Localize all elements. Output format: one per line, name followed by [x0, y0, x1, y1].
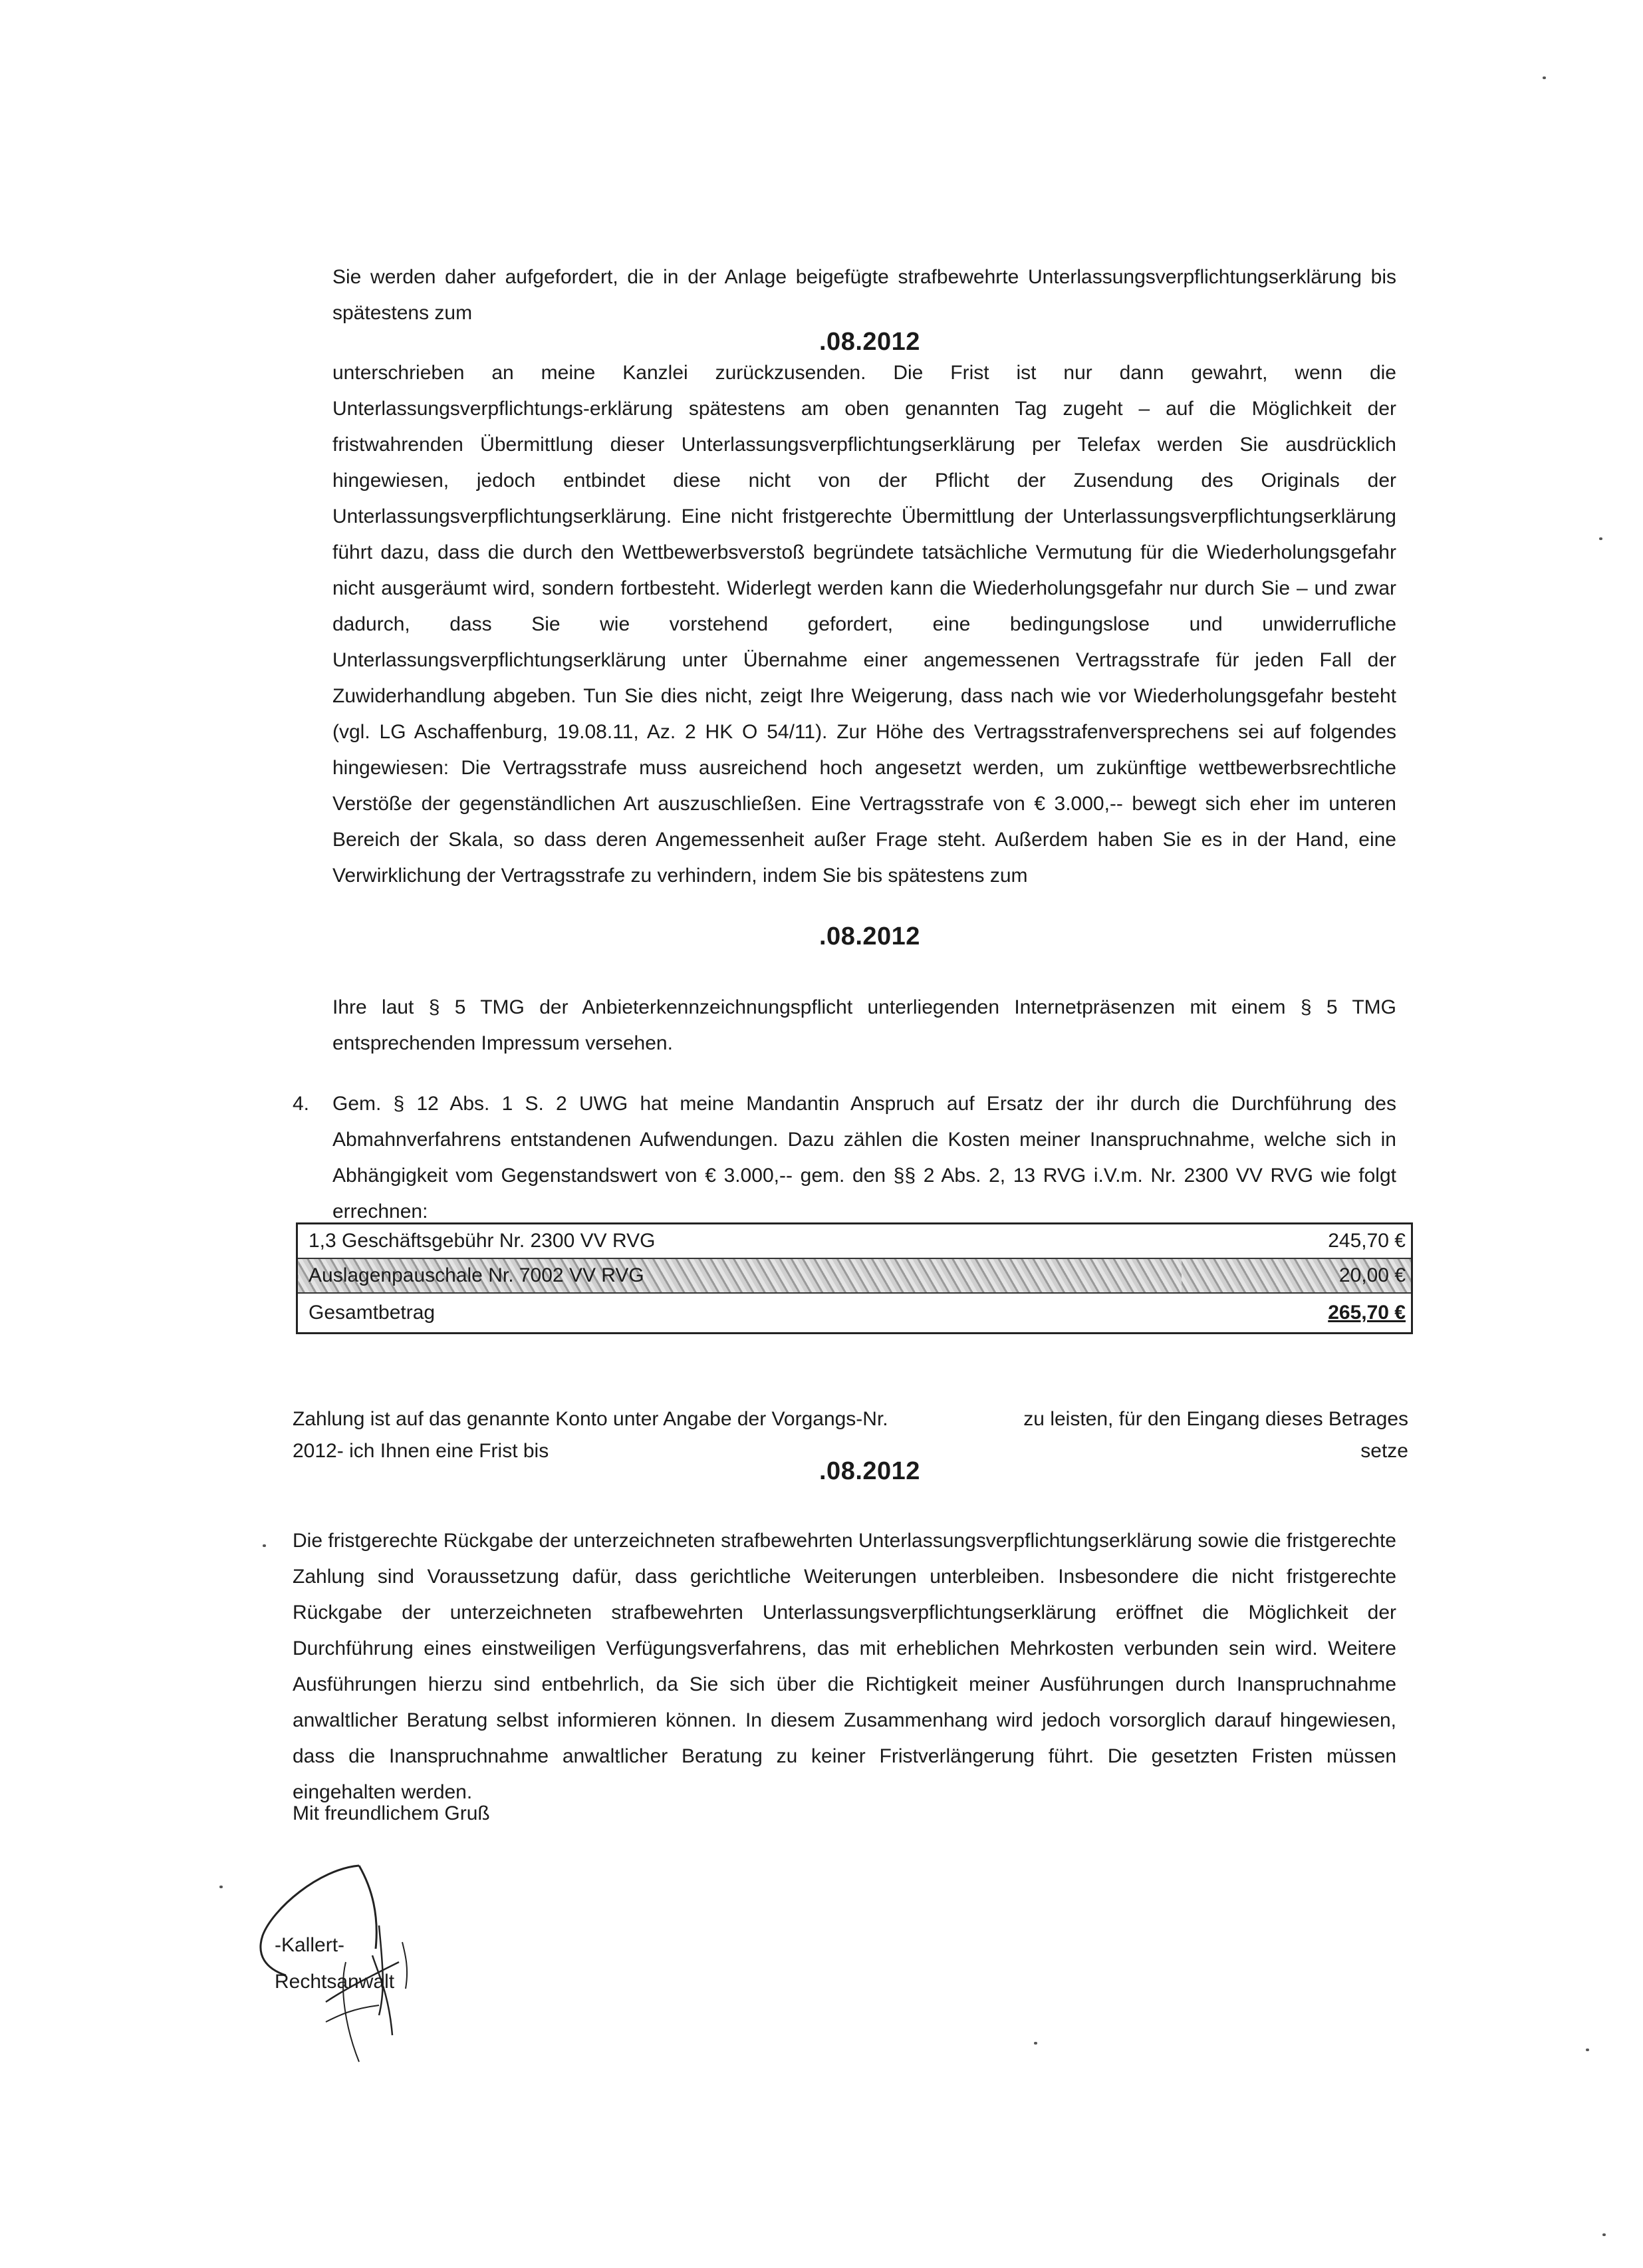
payment-instruction-right: zu leisten, für den Eingang dieses Betrages setze — [1023, 1408, 1408, 1462]
paragraph-consequences: Die fristgerechte Rückgabe der unterzeichneten strafbewehrten Unterlassungsverpflichtungserklärung sowie die fristgerechte Zahlung sind Voraussetzung dafür, dass gerichtliche Weiterungen unterbleiben. Insbesondere die nicht fristgerechte Rückgabe der unterzeichneten strafbewehrten Unterlassungsverpflichtungserklärung eröffnet die Möglichkeit der Durchführung eines einstweiligen Verfügungsverfahrens, das mit erheblichen Mehrkosten verbunden sein wird. Weitere Ausführungen hierzu sind entbehrlich, da Sie sich über die Richtigkeit meiner Ausführungen durch Inanspruchnahme anwaltlicher Beratung selbst informieren können. In diesem Zusammenhang wird jedoch vorsorglich darauf hingewiesen, dass die Inanspruchnahme anwaltlicher Beratung zu keiner Fristverlängerung führt. Die gesetzten Fristen müssen eingehalten werden. — [293, 1530, 1396, 1803]
scan-speck — [1602, 2233, 1606, 2236]
fee-total-label: Gesamtbetrag — [297, 1293, 1182, 1334]
numbered-item-4 — [293, 1086, 1396, 1230]
fee-total-amount: 265,70 € — [1328, 1302, 1406, 1324]
scan-speck — [1543, 76, 1546, 79]
paragraph-deadline-intro: Sie werden daher aufgefordert, die in der Anlage beigefügte strafbewehrte Unterlassungsverpflichtungserklärung bis spätestens zum — [332, 266, 1396, 324]
fee-table — [296, 1222, 1413, 1334]
scan-speck — [263, 1544, 266, 1547]
fee-row — [297, 1258, 1412, 1293]
fee-total-amount-cell — [1182, 1293, 1412, 1334]
paragraph-deadline-details: unterschrieben an meine Kanzlei zurückzusenden. Die Frist ist nur dann gewahrt, wenn die Unterlassungsverpflichtungs-erklärung spätestens am oben genannten Tag zugeht – auf die Möglichkeit der fristwahrenden Übermittlung dieser Unterlassungsverpflichtungserklärung per Telefax werden Sie ausdrücklich hingewiesen, jedoch entbindet diese nicht von der Pflicht der Zusendung des Originals der Unterlassungsverpflichtungserklärung. Eine nicht fristgerechte Übermittlung der Unterlassungsverpflichtungserklärung führt dazu, dass die durch den Wettbewerbsverstoß begründete tatsächliche Vermutung für die Wiederholungsgefahr nicht ausgeräumt wird, sondern fortbesteht. Widerlegt werden kann die Wiederholungsgefahr nur durch Sie – und zwar dadurch, dass Sie wie vorstehend gefordert, eine bedingungslose und unwiderrufliche Unterlassungsverpflichtungserklärung unter Übernahme einer angemessenen Vertragsstrafe für jeden Fall der Zuwiderhandlung abgeben. Tun Sie dies nicht, zeigt Ihre Weigerung, dass nach wie vor Wiederholungsgefahr besteht (vgl. LG Aschaffenburg, 19.08.11, Az. 2 HK O 54/11). Zur Höhe des Vertragsstrafenversprechens sei auf folgendes hingewiesen: Die Vertragsstrafe muss ausreichend hoch angesetzt werden, um zukünftige wettbewerbsrechtliche Verstöße der gegenständlichen Art auszuschließen. Eine Vertragsstrafe von € 3.000,-- bewegt sich eher im unteren Bereich der Skala, so dass deren Angemessenheit außer Frage steht. Außerdem haben Sie es in der Hand, eine Verwirklichung der Vertragsstrafe zu verhindern, indem Sie bis spätestens zum — [332, 362, 1396, 887]
deadline-date-1: .08.2012 — [819, 328, 920, 356]
signer-title: Rechtsanwalt — [275, 1971, 395, 1993]
scan-speck — [1034, 2042, 1037, 2045]
paragraph-impressum: Ihre laut § 5 TMG der Anbieterkennzeichnungspflicht unterliegenden Internetpräsenzen mit einem § 5 TMG entsprechenden Impressum versehen. — [332, 996, 1396, 1054]
fee-total-row — [297, 1293, 1412, 1334]
scan-speck — [1586, 2049, 1589, 2051]
item-number: 4. — [293, 1093, 310, 1115]
fee-amount: 245,70 € — [1182, 1224, 1412, 1259]
fee-label: Auslagenpauschale Nr. 7002 VV RVG — [297, 1258, 1182, 1293]
signer-name: -Kallert- — [275, 1934, 345, 1956]
closing-greeting: Mit freundlichem Gruß — [293, 1802, 490, 1824]
scan-speck — [1599, 537, 1602, 540]
payment-instruction-left: Zahlung ist auf das genannte Konto unter Angabe der Vorgangs-Nr. 2012- ich Ihnen eine Frist bis — [293, 1408, 888, 1462]
fee-row — [297, 1224, 1412, 1259]
scan-speck — [219, 1886, 223, 1888]
payment-date: .08.2012 — [819, 1457, 920, 1485]
deadline-date-2: .08.2012 — [819, 922, 920, 950]
fee-amount: 20,00 € — [1182, 1258, 1412, 1293]
item-4-text: Gem. § 12 Abs. 1 S. 2 UWG hat meine Mandantin Anspruch auf Ersatz der ihr durch die Durchführung des Abmahnverfahrens entstandenen Aufwendungen. Dazu zählen die Kosten meiner Inanspruchnahme, welche sich in Abhängigkeit vom Gegenstandswert von € 3.000,-- gem. den §§ 2 Abs. 2, 13 RVG i.V.m. Nr. 2300 VV RVG wie folgt errechnen: — [332, 1093, 1396, 1222]
fee-label: 1,3 Geschäftsgebühr Nr. 2300 VV RVG — [297, 1224, 1182, 1259]
